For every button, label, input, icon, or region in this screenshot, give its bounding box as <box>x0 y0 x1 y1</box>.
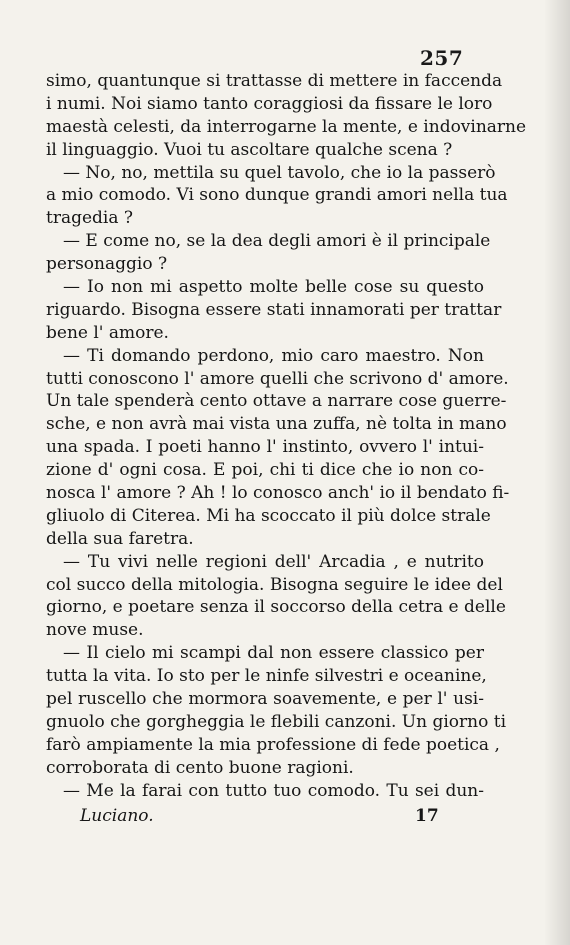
text-line: nove muse. <box>46 620 144 641</box>
text-line: — Il cielo mi scampi dal non essere classico per <box>63 643 484 664</box>
text-line: tutti conoscono l' amore quelli che scrivono d' amore. <box>46 368 509 389</box>
text-line: — No, no, mettila su quel tavolo, che io la passerò <box>63 162 496 183</box>
text-line: simo, quantunque si trattasse di mettere in faccenda <box>46 71 503 91</box>
text-line: — Ti domando perdono, mio caro maestro. Non <box>63 345 484 366</box>
text-line: — E come no, se la dea degli amori è il principale <box>63 231 491 252</box>
text-line: — Tu vivi nelle regioni dell' Arcadia , e nutrito <box>63 551 484 572</box>
text-line: a mio comodo. Vi sono dunque grandi amori nella tua <box>46 185 508 206</box>
text-line: — Me la farai con tutto tuo comodo. Tu sei dun- <box>63 780 484 801</box>
printer-signature: Luciano. <box>80 806 154 826</box>
text-line: col succo della mitologia. Bisogna seguire le idee del <box>46 574 503 595</box>
sheet-number: 17 <box>415 806 439 826</box>
text-line: gliuolo di Citerea. Mi ha scoccato il più dolce strale <box>46 505 491 526</box>
text-line: maestà celesti, da interrogarne la mente, e indovinarne <box>46 116 527 137</box>
text-line: della sua faretra. <box>46 528 194 549</box>
text-line: tragedia ? <box>46 208 134 229</box>
text-line: una spada. I poeti hanno l' instinto, ovvero l' intui- <box>46 437 484 458</box>
text-line: nosca l' amore ? Ah ! lo conosco anch' io il bendato fi- <box>46 483 510 504</box>
text-line: gnuolo che gorgheggia le flebili canzoni. Un giorno ti <box>46 711 507 732</box>
text-line: — Io non mi aspetto molte belle cose su questo <box>63 277 484 298</box>
text-line: corroborata di cento buone ragioni. <box>46 757 354 778</box>
page-edge-shadow <box>544 0 570 945</box>
text-line: pel ruscello che mormora soavemente, e per l' usi- <box>46 689 484 710</box>
text-line: farò ampiamente la mia professione di fede poetica , <box>46 734 500 755</box>
text-line: il linguaggio. Vuoi tu ascoltare qualche scena ? <box>46 139 453 160</box>
text-line: sche, e non avrà mai vista una zuffa, nè tolta in mano <box>46 414 507 435</box>
body-text <box>46 70 527 803</box>
text-line: riguardo. Bisogna essere stati innamorati per trattar <box>46 299 502 320</box>
text-line: tutta la vita. Io sto per le ninfe silvestri e oceanine, <box>46 666 487 687</box>
page-number: 257 <box>420 46 464 70</box>
text-line: bene l' amore. <box>46 322 169 343</box>
text-line: i numi. Noi siamo tanto coraggiosi da fissare le loro <box>46 93 493 114</box>
text-line: zione d' ogni cosa. E poi, chi ti dice che io non co- <box>46 460 484 481</box>
text-line: Un tale spenderà cento ottave a narrare cose guerre- <box>46 391 507 412</box>
text-line: personaggio ? <box>46 254 168 275</box>
text-line: giorno, e poetare senza il soccorso della cetra e delle <box>46 597 506 618</box>
